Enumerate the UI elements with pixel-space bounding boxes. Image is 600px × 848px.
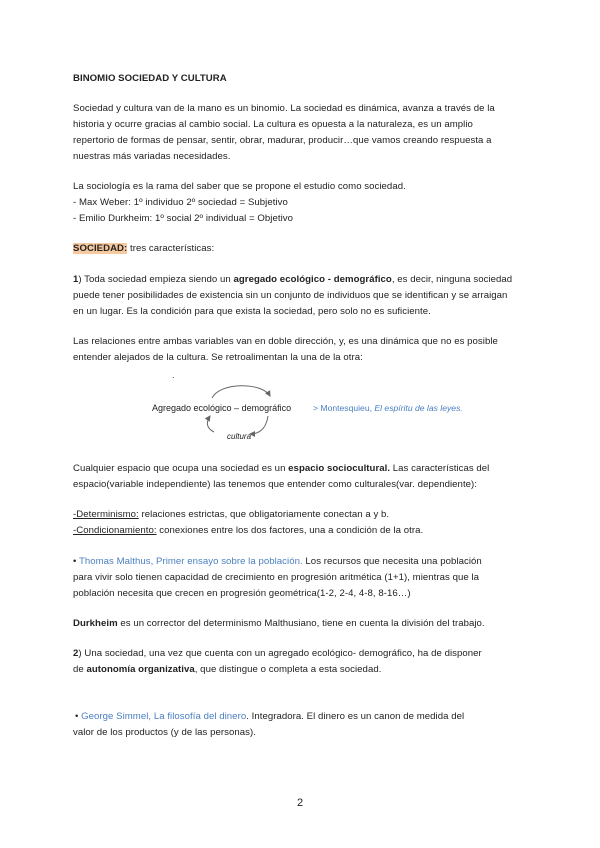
document-title: BINOMIO SOCIEDAD Y CULTURA <box>73 73 227 84</box>
point2-post: , que distingue o completa a esta sociedad. <box>194 664 382 675</box>
diagram-dot: . <box>172 370 175 380</box>
intro-line-1: Sociedad y cultura van de la mano es un binomio. La sociedad es dinámica, avanza a través de la <box>73 103 495 114</box>
durkheim-def-line: - Emilio Durkheim: 1º social 2º individual = Objetivo <box>73 213 294 224</box>
espacio-bold: espacio sociocultural. <box>288 463 391 474</box>
point1-line-1 <box>73 274 512 286</box>
relaciones-line-1: Las relaciones entre ambas variables van en doble dirección, y, es una dinámica que no es posible <box>73 336 498 347</box>
determinismo-label: -Determinismo: <box>73 509 139 520</box>
condicionamiento-label: -Condicionamiento: <box>73 525 157 536</box>
point1-number: 1 <box>73 274 79 285</box>
durkheim-line <box>73 618 485 630</box>
durkheim-text: es un corrector del determinismo Malthusiano, tiene en cuenta la división del trabajo. <box>117 618 485 629</box>
malthus-line-2: para vivir solo tienen capacidad de crecimiento en progresión aritmética (1+1), mientras que la <box>73 572 480 583</box>
malthus-line-1 <box>73 556 482 568</box>
espacio-post: Las características del <box>390 463 490 474</box>
point2-number: 2 <box>73 648 79 659</box>
montesquieu-reference <box>313 403 463 413</box>
simmel-line-2: valor de los productos (y de las personas). <box>73 727 256 738</box>
malthus-reference: Thomas Malthus, Primer ensayo sobre la población. <box>78 556 303 567</box>
point1-text-post: , es decir, ninguna sociedad <box>391 274 513 285</box>
diagram-agregado-label: Agregado ecológico – demográfico <box>152 403 292 413</box>
retroalimentacion-diagram <box>150 370 490 444</box>
espacio-line-2: espacio(variable independiente) las tenemos que entender como culturales(var. dependiente): <box>73 479 478 490</box>
point1-text-pre: ) Toda sociedad empieza siendo un <box>78 274 234 285</box>
intro-line-4: nuestras más variadas necesidades. <box>73 151 231 162</box>
durkheim-name: Durkheim <box>73 618 118 629</box>
simmel-text: . Integradora. El dinero es un canon de medida del <box>246 711 465 722</box>
espacio-line-1 <box>73 463 489 475</box>
point2-line-2 <box>73 664 381 676</box>
point2-text: ) Una sociedad, una vez que cuenta con un agregado ecológico- demográfico, ha de disponer <box>78 648 482 659</box>
intro-line-3: repertorio de formas de pensar, sentir, obrar, madurar, producir…que vamos creando respuesta a <box>73 135 492 146</box>
simmel-line-1 <box>75 711 464 723</box>
point1-bold: agregado ecológico - demográfico <box>233 274 392 285</box>
malthus-text: Los recursos que necesita una población <box>302 556 482 567</box>
condicionamiento-line <box>73 525 423 537</box>
point2-line-1 <box>73 648 482 660</box>
sociologia-line: La sociología es la rama del saber que se propone el estudio como sociedad. <box>73 181 406 192</box>
bullet-icon: • <box>73 556 79 567</box>
weber-line: - Max Weber: 1º individuo 2º sociedad = Subjetivo <box>73 197 288 208</box>
point1-line-3: en un lugar. Es la condición para que exista la sociedad, pero solo no es suficiente. <box>73 306 431 317</box>
sociedad-rest: tres características: <box>127 243 215 254</box>
montesquieu-ref-title: El espíritu de las leyes. <box>374 403 463 413</box>
diagram-cultura-label: cultura <box>227 432 252 441</box>
simmel-reference: George Simmel, La filosofía del dinero <box>81 711 247 722</box>
intro-line-2: historia y ocurre gracias al cambio social. La cultura es opuesta a la naturaleza, es un amplio <box>73 119 473 130</box>
montesquieu-ref-pre: > Montesquieu, <box>313 403 375 413</box>
determinismo-text: relaciones estrictas, que obligatoriamente conectan a y b. <box>138 509 390 520</box>
malthus-line-3: población necesita que crecen en progresión geométrica(1-2, 2-4, 4-8, 8-16…) <box>73 588 411 599</box>
condicionamiento-text: conexiones entre los dos factores, una a condición de la otra. <box>156 525 424 536</box>
point2-pre: de <box>73 664 87 675</box>
point2-bold: autonomía organizativa <box>86 664 195 675</box>
bullet-icon: • <box>75 711 82 722</box>
determinismo-line <box>73 509 389 521</box>
point1-line-2: puede tener posibilidades de existencia sin un conjunto de individuos que se identifican y se arraigan <box>73 290 508 301</box>
sociedad-label: SOCIEDAD: <box>73 243 128 254</box>
espacio-pre: Cualquier espacio que ocupa una sociedad es un <box>73 463 289 474</box>
page-number: 2 <box>296 797 304 809</box>
sociedad-heading <box>73 243 214 255</box>
relaciones-line-2: entender alejados de la cultura. Se retroalimentan la una de la otra: <box>73 352 363 363</box>
